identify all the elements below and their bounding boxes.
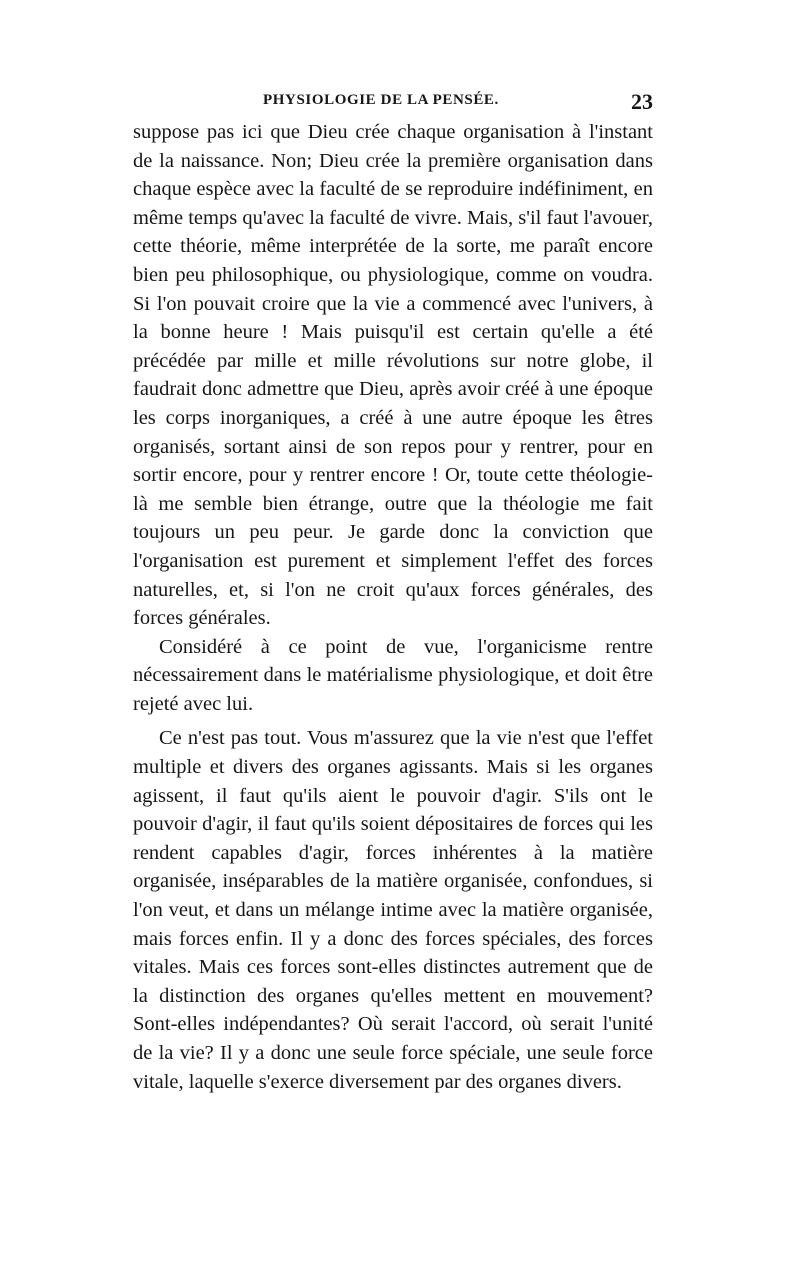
paragraph-forces-vitales: Ce n'est pas tout. Vous m'assurez que la vie n'est que l'effet multiple et divers des organes agissants. Mais si les organes agissent, il faut qu'ils aient le pouvoir d'agir. S'ils ont le pouvoir d'agir, il faut qu'ils soient dépositaires de forces qui les rendent capables d'agir, forces inhérentes à la matière organisée, inséparables de la matière organisée, confondues, si l'on veut, et dans un mélange intime avec la matière organisée, mais forces enfin. Il y a donc des forces spéciales, des forces vitales. Mais ces forces sont-elles distinctes autrement que de la distinction des organes qu'elles mettent en mouvement? Sont-elles indépendantes? Où serait l'accord, où serait l'unité de la vie? Il y a donc une seule force spéciale, une seule force vitale, laquelle s'exerce diversement par des organes divers. bbox=[133, 727, 653, 1093]
running-title: PHYSIOLOGIE DE LA PENSÉE. bbox=[263, 92, 499, 108]
page-number: 23 bbox=[631, 89, 653, 114]
running-header bbox=[133, 89, 653, 114]
paragraph-continuation: suppose pas ici que Dieu crée chaque organisation à l'instant de la naissance. Non; Dieu crée la première organisation dans chaque espèce avec la faculté de se reproduire indéfiniment, en même temps qu'avec la faculté de vivre. Mais, s'il faut l'avouer, cette théorie, même interprétée de la sorte, me paraît encore bien peu philosophique, ou physiologique, comme on voudra. Si l'on pouvait croire que la vie a commencé avec l'univers, à la bonne heure ! Mais puisqu'il est certain qu'elle a été précédée par mille et mille révolutions sur notre globe, il faudrait donc admettre que Dieu, après avoir créé à une époque les corps inorganiques, a créé à une autre époque les êtres organisés, sortant ainsi de son repos pour y rentrer, pour en sortir encore, pour y rentrer encore ! Or, toute cette théologie-là me semble bien étrange, outre que la théologie me fait toujours un peu peur. Je garde donc la conviction que l'organisation est purement et simplement l'effet des forces naturelles, et, si l'on ne croit qu'aux forces générales, des forces générales. bbox=[133, 121, 653, 630]
body-text bbox=[133, 118, 653, 1096]
paragraph-organicisme: Considéré à ce point de vue, l'organicisme rentre nécessairement dans le matérialisme physiologique, et doit être rejeté avec lui. bbox=[133, 635, 653, 715]
